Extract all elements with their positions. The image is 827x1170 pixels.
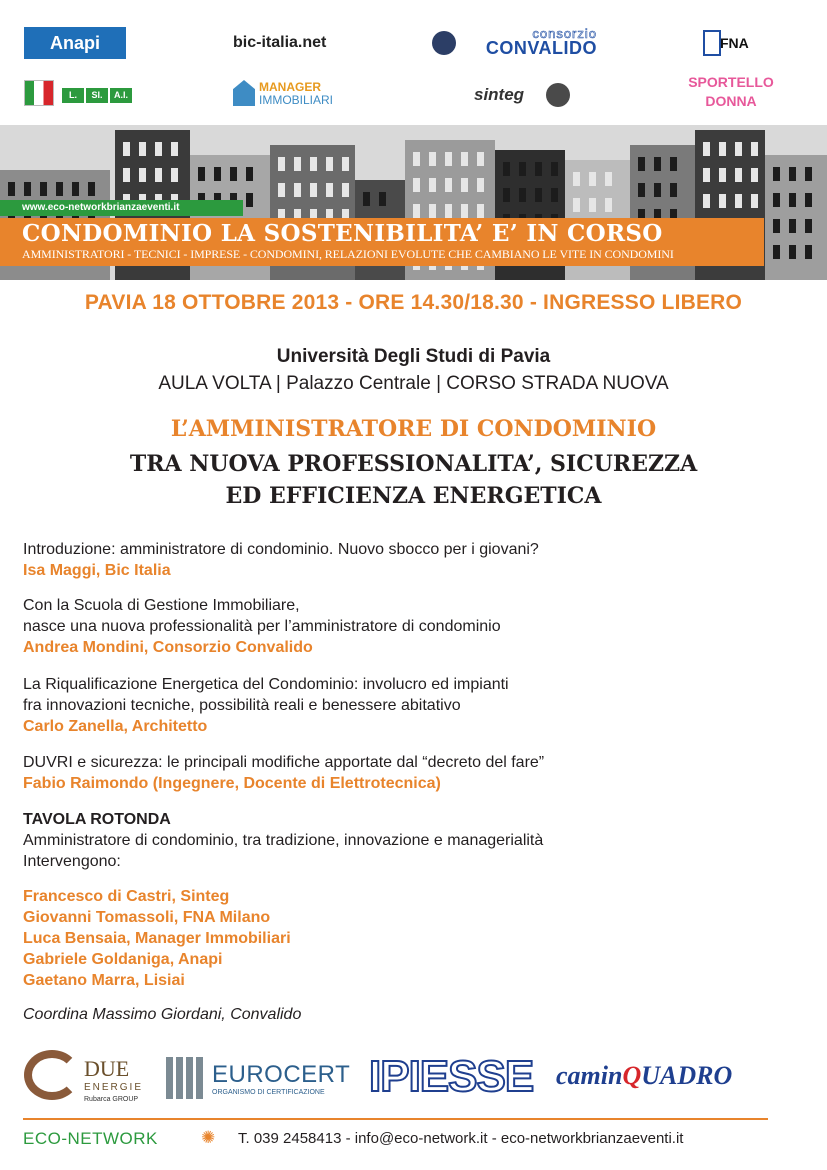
university-name: Università Degli Studi di Pavia (276, 346, 551, 367)
ipiesse-logo: IPIESSE (369, 1052, 534, 1101)
lisiai-seg-3: A.I. (110, 88, 132, 103)
program-item-2 (23, 595, 803, 658)
anapi-logo-text: Anapi (49, 32, 100, 53)
fna-logo (703, 30, 763, 58)
panelist: Luca Bensaia, Manager Immobiliari (23, 930, 291, 947)
round-table (23, 809, 803, 872)
event-dateline: PAVIA 18 OTTOBRE 2013 - ORE 14.30/18.30 - INGRESSO LIBERO (84, 291, 743, 314)
lisiai-logo (24, 80, 130, 106)
manager-immobiliari-logo (233, 80, 334, 110)
website-url-bar[interactable]: www.eco-networkbrianzaeventi.it (0, 200, 243, 216)
fna-text: FNA (720, 35, 749, 51)
venue-line: AULA VOLTA | Palazzo Centrale | CORSO STRADA NUOVA (158, 373, 669, 394)
lisiai-seg-1: L. (62, 88, 84, 103)
consorzio-convalido-logo (432, 26, 597, 60)
program-item-title: DUVRI e sicurezza: le principali modifiche apportate dal “decreto del fare” (23, 754, 545, 771)
due-text: DUE (84, 1056, 130, 1081)
program-item-title: Con la Scuola di Gestione Immobiliare, (23, 597, 300, 614)
house-icon (233, 80, 255, 106)
program-item-speaker: Carlo Zanella, Architetto (23, 718, 208, 735)
camin-text: camin (556, 1061, 623, 1090)
consorzio-text: consorzio (532, 26, 597, 41)
sinteg-text: sinteg (474, 85, 525, 104)
rubarca-text: Rubarca GROUP (84, 1096, 139, 1103)
convalido-mark-icon (432, 31, 456, 55)
banner-title: CONDOMINIO LA SOSTENIBILITA’ E’ IN CORSO (22, 220, 663, 247)
sportello-text: SPORTELLO (688, 74, 774, 90)
eurocert-logo (166, 1057, 351, 1101)
panelist: Gabriele Goldaniga, Anapi (23, 951, 223, 968)
program-item-title: Introduzione: amministratore di condominio. Nuovo sbocco per i giovani? (23, 541, 539, 558)
manager-text: MANAGER (259, 80, 321, 94)
program-item-speaker: Fabio Raimondo (Ingegnere, Docente di Elettrotecnica) (23, 775, 441, 792)
convalido-text: CONVALIDO (485, 38, 597, 58)
program-item-3 (23, 674, 803, 737)
program-item-title: La Riqualificazione Energetica del Condominio: involucro ed impianti (23, 676, 509, 693)
sportello-donna-logo (685, 73, 777, 111)
eurocert-mark-icon (166, 1057, 206, 1099)
sinteg-logo (474, 83, 574, 109)
coordinator-text: Coordina Massimo Giordani, Convalido (23, 1006, 302, 1023)
quadro-text: UADRO (641, 1061, 733, 1090)
fna-mark-icon (703, 30, 721, 56)
caminquadro-logo (556, 1061, 732, 1091)
footer-divider (23, 1118, 768, 1120)
donna-text: DONNA (705, 93, 757, 109)
eurocert-subtext: ORGANISMO DI CERTIFICAZIONE (212, 1089, 325, 1096)
anapi-logo (24, 27, 126, 59)
round-table-intro: Intervengono: (23, 853, 121, 870)
sun-icon: ✺ (201, 1128, 216, 1148)
sinteg-mark-icon (546, 83, 570, 107)
quadro-q-text: Q (622, 1061, 642, 1090)
headline-line-1: L’AMMINISTRATORE DI CONDOMINIO (170, 416, 657, 442)
title-banner (0, 218, 764, 266)
headline-line-2: TRA NUOVA PROFESSIONALITA’, SICUREZZA (129, 451, 698, 477)
coordinator-line (23, 1004, 803, 1025)
flag-icon (24, 80, 54, 106)
panelist: Giovanni Tomassoli, FNA Milano (23, 909, 271, 926)
program-item-title: fra innovazioni tecniche, possibilità reali e benessere abitativo (23, 697, 461, 714)
headline-line-3: ED EFFICIENZA ENERGETICA (225, 483, 602, 509)
footer-contact[interactable]: T. 039 2458413 - info@eco-network.it - eco-networkbrianzaeventi.it (238, 1130, 684, 1147)
due-energie-logo (24, 1050, 144, 1110)
lisiai-seg-2: SI. (86, 88, 108, 103)
panelist: Gaetano Marra, Lisiai (23, 972, 185, 989)
round-table-topic: Amministratore di condominio, tra tradizione, innovazione e managerialità (23, 832, 544, 849)
program-item-speaker: Isa Maggi, Bic Italia (23, 562, 171, 579)
program-item-title: nasce una nuova professionalità per l’amministratore di condominio (23, 618, 501, 635)
program-item-speaker: Andrea Mondini, Consorzio Convalido (23, 639, 313, 656)
immobiliari-text: IMMOBILIARI (259, 93, 334, 107)
program-item-4 (23, 752, 803, 794)
banner-subtitle: AMMINISTRATORI - TECNICI - IMPRESE - CONDOMINI, RELAZIONI EVOLUTE CHE CAMBIANO LE VITE IN CONDOMINI (22, 247, 674, 261)
bic-italia-logo: bic-italia.net (233, 34, 327, 51)
round-table-title: TAVOLA ROTONDA (23, 811, 171, 828)
energie-text: ENERGIE (84, 1082, 144, 1093)
panelist-list (23, 886, 803, 991)
eurocert-text: EUROCERT (212, 1061, 351, 1088)
panelist: Francesco di Castri, Sinteg (23, 888, 230, 905)
swirl-icon (24, 1050, 80, 1100)
program-item-1 (23, 539, 803, 581)
footer-brand: ECO-NETWORK (23, 1129, 158, 1148)
